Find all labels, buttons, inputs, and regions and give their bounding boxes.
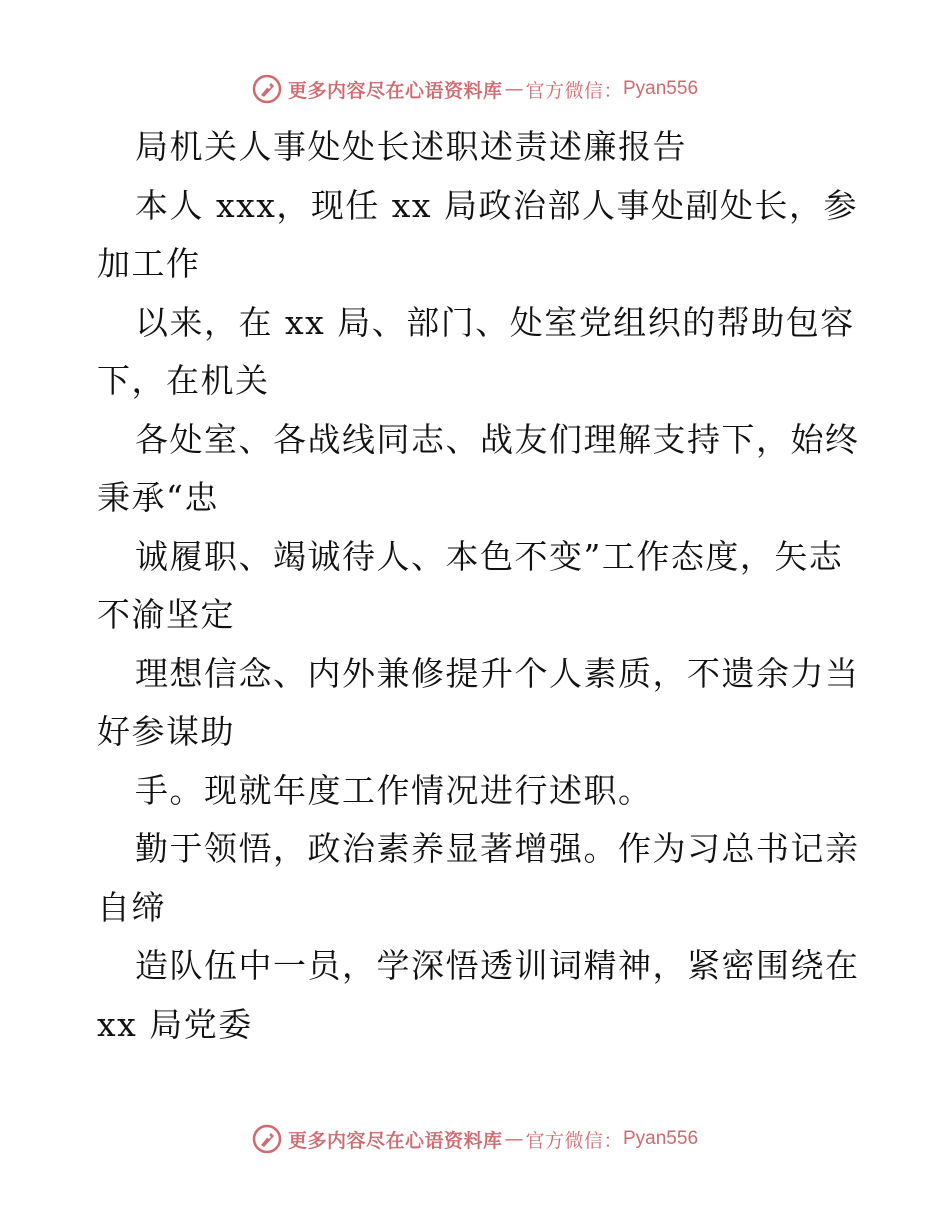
header-watermark [0,74,950,104]
paragraph-line: 好参谋助 [97,712,235,751]
paragraph-line: 秉承“忠 [97,478,219,517]
paragraph-line: 本人 xxx，现任 xx 局政治部人事处副处长，参 [135,185,859,225]
paragraph-line: 诚履职、竭诚待人、本色不变”工作态度，矢志 [135,536,844,576]
watermark-wechat-label: 官方微信： [525,1129,623,1152]
paragraph-line: 造队伍中一员，学深悟透训词精神，紧密围绕在 [135,946,860,985]
paragraph-line: 自缔 [97,887,166,927]
paragraph-line: 加工作 [97,244,201,283]
paragraph-line: 手。现就年度工作情况进行述职。 [135,770,653,810]
paragraph-line: 以来，在 xx 局、部门、处室党组织的帮助包容 [135,302,855,342]
footer-watermark [0,1124,950,1154]
watermark-brand-text: 更多内容尽在心语资料库 [287,79,503,102]
paragraph-line: 勤于领悟，政治素养显著增强。作为习总书记亲 [135,829,860,868]
paragraph-line: 理想信念、内外兼修提升个人素质，不遗余力当 [135,653,860,693]
watermark-brand-text: 更多内容尽在心语资料库 [287,1129,503,1152]
watermark-wechat-label: 官方微信： [525,79,623,102]
document-title: 局机关人事处处长述职述责述廉报告 [135,127,687,166]
pen-nib-logo-icon [252,1124,282,1154]
paragraph-line: 不渝坚定 [97,595,235,634]
watermark-wechat-id: Pyan556 [623,78,699,99]
watermark-separator: — [504,1128,524,1150]
pen-nib-logo-icon [252,74,282,104]
paragraph-line: 各处室、各战线同志、战友们理解支持下，始终 [135,419,860,459]
watermark-wechat-id: Pyan556 [623,1128,699,1149]
document-body [97,118,860,1054]
paragraph-line: 下，在机关 [97,361,270,400]
paragraph-line: xx 局党委 [97,1004,253,1044]
watermark-separator: — [504,78,524,100]
